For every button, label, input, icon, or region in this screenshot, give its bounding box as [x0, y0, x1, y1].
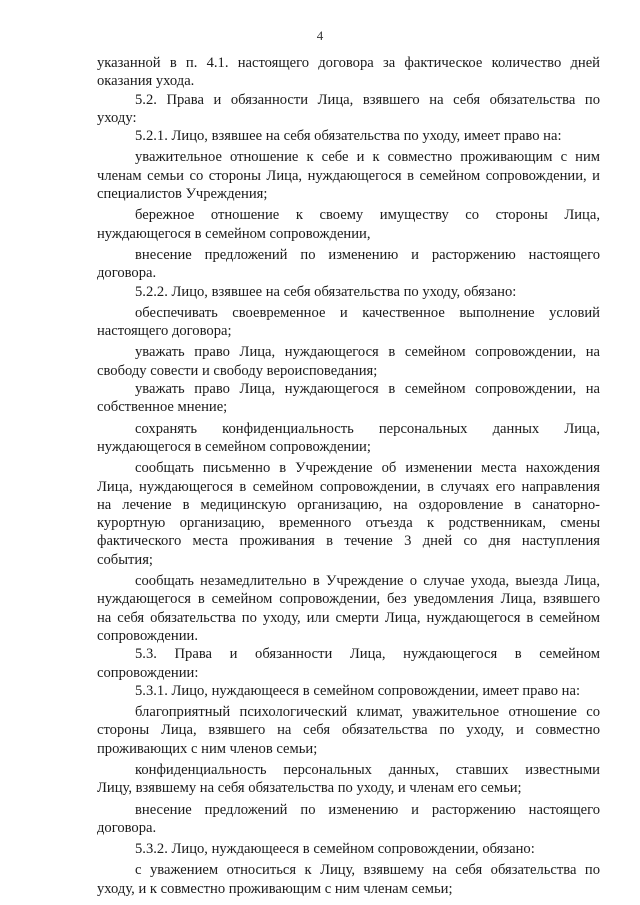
text-line: нуждающегося в семейном сопровождении, — [97, 225, 371, 242]
text-line: стороны Лица, взявшего на себя обязательства по уходу, и совместно — [97, 722, 600, 739]
text-line: 5.2.1. Лицо, взявшее на себя обязательства по уходу, имеет право на: — [135, 128, 562, 145]
text-line: сопровождении. — [97, 627, 198, 644]
text-line: обеспечивать своевременное и качественное выполнение условий — [135, 304, 600, 321]
text-line: специалистов Учреждения; — [97, 186, 268, 203]
text-line: собственное мнение; — [97, 399, 228, 416]
page-number: 4 — [316, 28, 324, 43]
text-line: 5.3. Права и обязанности Лица, нуждающегося в семейном — [135, 646, 600, 663]
text-line: Лицу, взявшему на себя обязательства по уходу, и членам его семьи; — [97, 780, 522, 797]
text-line: нуждающегося в семейном сопровождении, без уведомления Лица, взявшего — [97, 591, 600, 608]
text-line: на лечение в медицинскую организацию, на оздоровление в санаторно- — [97, 496, 600, 513]
text-line: курортную организацию, временного отъезда к родственникам, смены — [97, 515, 600, 532]
text-line: бережное отношение к своему имуществу со стороны Лица, — [135, 207, 600, 224]
text-line: внесение предложений по изменению и расторжению настоящего — [135, 801, 600, 818]
text-line: оказания ухода. — [97, 73, 195, 90]
text-line: уважать право Лица, нуждающегося в семейном сопровождении, на — [135, 344, 600, 361]
text-line: уходу: — [97, 109, 137, 126]
text-line: конфиденциальность персональных данных, ставших известными — [135, 761, 600, 778]
text-line: внесение предложений по изменению и расторжению настоящего — [135, 246, 600, 263]
text-line: 5.3.2. Лицо, нуждающееся в семейном сопровождении, обязано: — [135, 841, 535, 858]
text-line: настоящего договора; — [97, 323, 232, 340]
text-line: события; — [97, 551, 153, 568]
text-line: фактического места проживания в течение 3 дней со дня наступления — [97, 533, 600, 550]
text-line: 5.2.2. Лицо, взявшее на себя обязательства по уходу, обязано: — [135, 283, 517, 300]
text-line: указанной в п. 4.1. настоящего договора за фактическое количество дней — [97, 55, 600, 71]
text-line: проживающих с ним членов семьи; — [97, 740, 318, 757]
text-line: договора. — [97, 819, 157, 836]
text-line: с уважением относиться к Лицу, взявшему на себя обязательства по — [135, 862, 600, 879]
text-line: договора. — [97, 265, 157, 282]
text-line: сообщать письменно в Учреждение об изменении места нахождения — [135, 460, 600, 477]
text-line: свободу совести и свободу вероисповедания; — [97, 362, 378, 379]
text-line: благоприятный психологический климат, уважительное отношение со — [135, 704, 600, 721]
text-line: Лица, нуждающегося в семейном сопровождении, в случаях его направления — [97, 478, 600, 495]
text-line: сопровождении: — [97, 664, 199, 681]
text-line: сохранять конфиденциальность персональных данных Лица, — [135, 420, 600, 437]
text-line: членам семьи со стороны Лица, нуждающегося в семейном сопровождении, и — [97, 167, 600, 184]
text-line: уважительное отношение к себе и к совместно проживающим с ним — [135, 149, 600, 166]
text-line: уважать право Лица, нуждающегося в семейном сопровождении, на — [135, 381, 600, 398]
text-line: сообщать незамедлительно в Учреждение о случае ухода, выезда Лица, — [135, 573, 600, 590]
text-line: 5.2. Права и обязанности Лица, взявшего на себя обязательства по — [135, 91, 600, 108]
document-body — [97, 54, 600, 898]
text-line: 5.3.1. Лицо, нуждающееся в семейном сопровождении, имеет право на: — [135, 682, 581, 699]
text-line: на себя обязательства по уходу, или смерти Лица, нуждающегося в семейном — [97, 609, 600, 626]
text-line: уходу, и к совместно проживающим с ним членам семьи; — [97, 880, 453, 897]
text-line: нуждающегося в семейном сопровождении; — [97, 438, 371, 455]
